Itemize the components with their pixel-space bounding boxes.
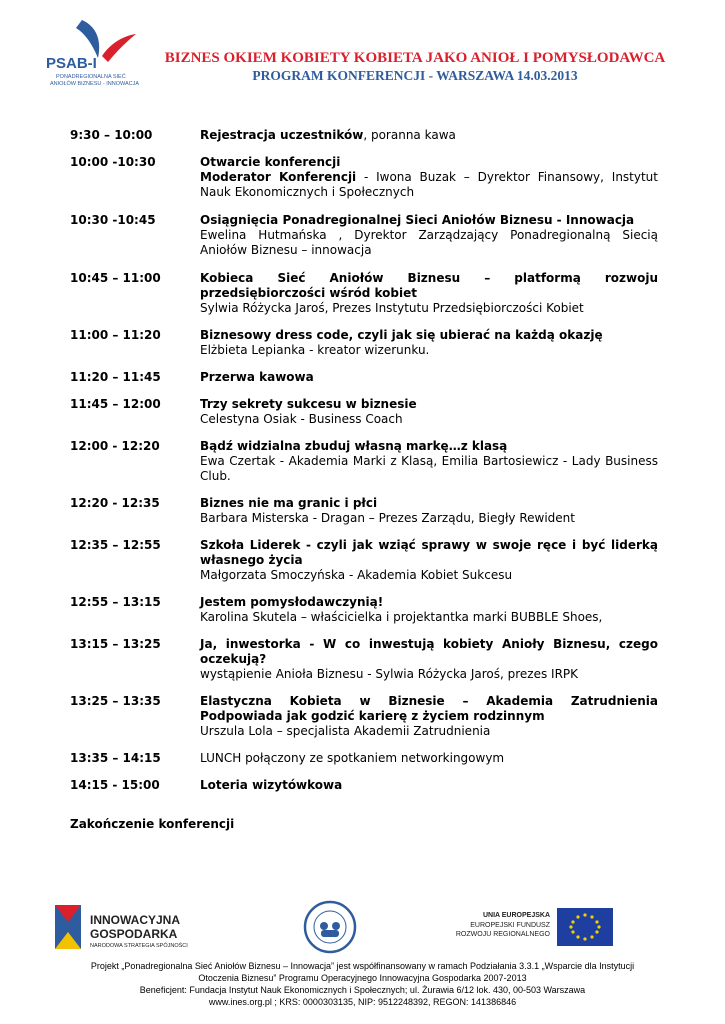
- page-subtitle: PROGRAM KONFERENCJI - WARSZAWA 14.03.2013: [252, 68, 578, 83]
- schedule-speaker: [200, 610, 658, 625]
- schedule-title: [200, 370, 658, 385]
- schedule-speaker-text: Elżbieta Lepianka - kreator wizerunku.: [200, 343, 430, 357]
- schedule-desc: [200, 328, 658, 358]
- schedule-desc: [200, 155, 658, 200]
- schedule-title: [200, 694, 658, 724]
- schedule-title-rest: LUNCH połączony ze spotkaniem networkingowym: [200, 751, 505, 765]
- schedule-title: [200, 595, 658, 610]
- schedule-title: [200, 213, 658, 228]
- schedule-title-bold: Szkoła Liderek - czyli jak wziąć sprawy w swoje ręce i być liderką własnego życia: [200, 538, 658, 567]
- schedule-desc: [200, 370, 658, 385]
- schedule-speaker: [200, 667, 658, 682]
- schedule-row: [70, 128, 658, 143]
- schedule-row: [70, 370, 658, 385]
- schedule-speaker: [200, 511, 658, 526]
- schedule-title: [200, 751, 658, 766]
- schedule-title: [200, 778, 658, 793]
- footer-note: [40, 960, 685, 1008]
- schedule-title-bold: Trzy sekrety sukcesu w biznesie: [200, 397, 417, 411]
- schedule-speaker-text: Ewelina Hutmańska , Dyrektor Zarządzający Ponadregionalną Siecią Aniołów Biznesu – innowacja: [200, 228, 658, 257]
- schedule-speaker: [200, 724, 658, 739]
- page-title: BIZNES OKIEM KOBIETY KOBIETA JAKO ANIOŁ I POMYSŁODAWCA: [164, 50, 666, 66]
- schedule-title-bold: Rejestracja uczestników: [200, 128, 364, 142]
- schedule-speaker: [200, 454, 658, 484]
- schedule-speaker-text: Urszula Lola – specjalista Akademii Zatrudnienia: [200, 724, 491, 738]
- schedule-row: [70, 397, 658, 427]
- schedule-title: [200, 637, 658, 667]
- angel-wing-blue-icon: [76, 20, 99, 58]
- schedule-title-bold: Kobieca Sieć Aniołów Biznesu – platformą rozwoju przedsiębiorczości wśród kobiet: [200, 271, 658, 300]
- schedule-row: [70, 538, 658, 583]
- schedule-time: 11:00 – 11:20: [70, 328, 161, 342]
- schedule-speaker: [200, 170, 658, 200]
- schedule-time: 10:30 -10:45: [70, 213, 156, 227]
- schedule-desc: [200, 271, 658, 316]
- schedule-row: [70, 213, 658, 258]
- schedule-time: 13:25 – 13:35: [70, 694, 161, 708]
- ig-title2: GOSPODARKA: [90, 927, 178, 941]
- schedule-title-bold: Przerwa kawowa: [200, 370, 314, 384]
- angel-wing-red-icon: [102, 34, 136, 62]
- schedule-speaker-role: Moderator Konferencji: [200, 170, 357, 184]
- eu-line1: UNIA EUROPEJSKA: [482, 912, 550, 919]
- schedule-title: [200, 328, 658, 343]
- schedule-title-bold: Biznesowy dress code, czyli jak się ubierać na każdą okazję: [200, 328, 603, 342]
- schedule-title: [200, 496, 658, 511]
- schedule-title-bold: Loteria wizytówkowa: [200, 778, 343, 792]
- schedule-speaker: [200, 228, 658, 258]
- logo-text: PSAB-I: [46, 55, 97, 72]
- footer-note-line: Projekt „Ponadregionalna Sieć Aniołów Biznesu – Innowacja” jest współfinansowany w ramach Podziałania 3.3.1 „Wsparcie dla Instytucji: [90, 961, 635, 971]
- schedule-time: 14:15 - 15:00: [70, 778, 160, 792]
- schedule-title: [200, 397, 658, 412]
- logo-sub1: PONADREGIONALNA SIEĆ: [56, 74, 126, 80]
- schedule-speaker-text: Sylwia Różycka Jaroś, Prezes Instytutu Przedsiębiorczości Kobiet: [200, 301, 584, 315]
- schedule-row: [70, 694, 658, 739]
- schedule-speaker-text: wystąpienie Anioła Biznesu - Sylwia Różycka Jaroś, prezes IRPK: [200, 667, 579, 681]
- schedule-time: 12:20 - 12:35: [70, 496, 160, 510]
- footer-logos: [0, 900, 725, 960]
- eu-logo: [456, 908, 613, 946]
- schedule-desc: [200, 128, 658, 143]
- schedule-time: 12:35 – 12:55: [70, 538, 161, 552]
- schedule-title-bold: Biznes nie ma granic i płci: [200, 496, 378, 510]
- psab-logo: [30, 12, 148, 94]
- schedule-speaker-text: Małgorzata Smoczyńska - Akademia Kobiet Sukcesu: [200, 568, 513, 582]
- schedule-row: [70, 271, 658, 316]
- schedule-row: [70, 637, 658, 682]
- schedule-time: 13:35 – 14:15: [70, 751, 161, 765]
- schedule-row: [70, 595, 658, 625]
- schedule-row: [70, 778, 658, 793]
- footer-note-line: www.ines.org.pl ; KRS: 0000303135, NIP: 9512248392, REGON: 141386846: [208, 997, 517, 1007]
- schedule-title: [200, 439, 658, 454]
- ig-sub: NARODOWA STRATEGIA SPÓJNOŚCI: [90, 943, 188, 949]
- schedule-desc: [200, 397, 658, 427]
- schedule-speaker-text: Celestyna Osiak - Business Coach: [200, 412, 403, 426]
- schedule-speaker-text: - Iwona Buzak – Dyrektor Finansowy, Instytut Nauk Ekonomicznych i Społecznych: [200, 170, 658, 199]
- schedule-title: [200, 271, 658, 301]
- footer-note-line: Otoczenia Biznesu” Programu Operacyjnego Innowacyjna Gospodarka 2007-2013: [198, 973, 527, 983]
- schedule-title-bold: Otwarcie konferencji: [200, 155, 341, 169]
- schedule-speaker-text: Karolina Skutela – właścicielka i projektantka marki BUBBLE Shoes,: [200, 610, 603, 624]
- schedule-title: [200, 155, 658, 170]
- schedule-title-bold: Ja, inwestorka - W co inwestują kobiety Anioły Biznesu, czego oczekują?: [200, 637, 658, 666]
- schedule-time: 9:30 – 10:00: [70, 128, 153, 142]
- schedule-row: [70, 751, 658, 766]
- footer-note-line: Beneficjent: Fundacja Instytut Nauk Ekonomicznych i Społecznych; ul. Żurawia 6/12 lok. 430, 00-503 Warszawa: [139, 985, 586, 995]
- schedule-time: 10:00 -10:30: [70, 155, 156, 169]
- schedule-title-bold: Jestem pomysłodawczynią!: [200, 595, 384, 609]
- innovative-economy-logo: [55, 905, 188, 949]
- schedule-time: 13:15 – 13:25: [70, 637, 161, 651]
- closing-text: Zakończenie konferencji: [70, 817, 235, 831]
- schedule-title-bold: Osiągnięcia Ponadregionalnej Sieci Aniołów Biznesu - Innowacja: [200, 213, 635, 227]
- schedule-row: [70, 328, 658, 358]
- schedule-desc: [200, 538, 658, 583]
- schedule-time: 10:45 – 11:00: [70, 271, 161, 285]
- logo-sub2: ANIOŁÓW BIZNESU - INNOWACJA: [50, 81, 140, 87]
- schedule-title-rest: , poranna kawa: [363, 128, 456, 142]
- eu-line2: EUROPEJSKI FUNDUSZ: [470, 922, 550, 929]
- schedule-list: [70, 128, 658, 793]
- schedule-title-bold: Elastyczna Kobieta w Biznesie – Akademia Zatrudnienia Podpowiada jak godzić karierę z życiem rodzinnym: [200, 694, 658, 723]
- schedule-speaker: [200, 301, 658, 316]
- schedule-speaker: [200, 568, 658, 583]
- schedule-time: 11:20 – 11:45: [70, 370, 161, 384]
- schedule-time: 12:55 – 13:15: [70, 595, 161, 609]
- schedule-speaker-text: Ewa Czertak - Akademia Marki z Klasą, Emilia Bartosiewicz - Lady Business Club.: [200, 454, 658, 483]
- schedule-desc: [200, 439, 658, 484]
- schedule-row: [70, 496, 658, 526]
- schedule-desc: [200, 778, 658, 793]
- schedule-title: [200, 538, 658, 568]
- schedule-desc: [200, 496, 658, 526]
- schedule-row: [70, 155, 658, 200]
- schedule-title-bold: Bądź widzialna zbuduj własną markę…z klasą: [200, 439, 508, 453]
- schedule-time: 12:00 - 12:20: [70, 439, 160, 453]
- ines-seal-icon: [305, 902, 355, 952]
- schedule-time: 11:45 – 12:00: [70, 397, 161, 411]
- schedule-title: [200, 128, 658, 143]
- ig-title1: INNOWACYJNA: [90, 913, 181, 927]
- schedule-desc: [200, 595, 658, 625]
- schedule-desc: [200, 751, 658, 766]
- schedule-row: [70, 439, 658, 484]
- schedule-desc: [200, 213, 658, 258]
- schedule-desc: [200, 694, 658, 739]
- schedule-speaker: [200, 343, 658, 358]
- schedule-desc: [200, 637, 658, 682]
- eu-line3: ROZWOJU REGIONALNEGO: [455, 931, 550, 938]
- schedule-speaker-text: Barbara Misterska - Dragan – Prezes Zarządu, Biegły Rewident: [200, 511, 575, 525]
- schedule-speaker: [200, 412, 658, 427]
